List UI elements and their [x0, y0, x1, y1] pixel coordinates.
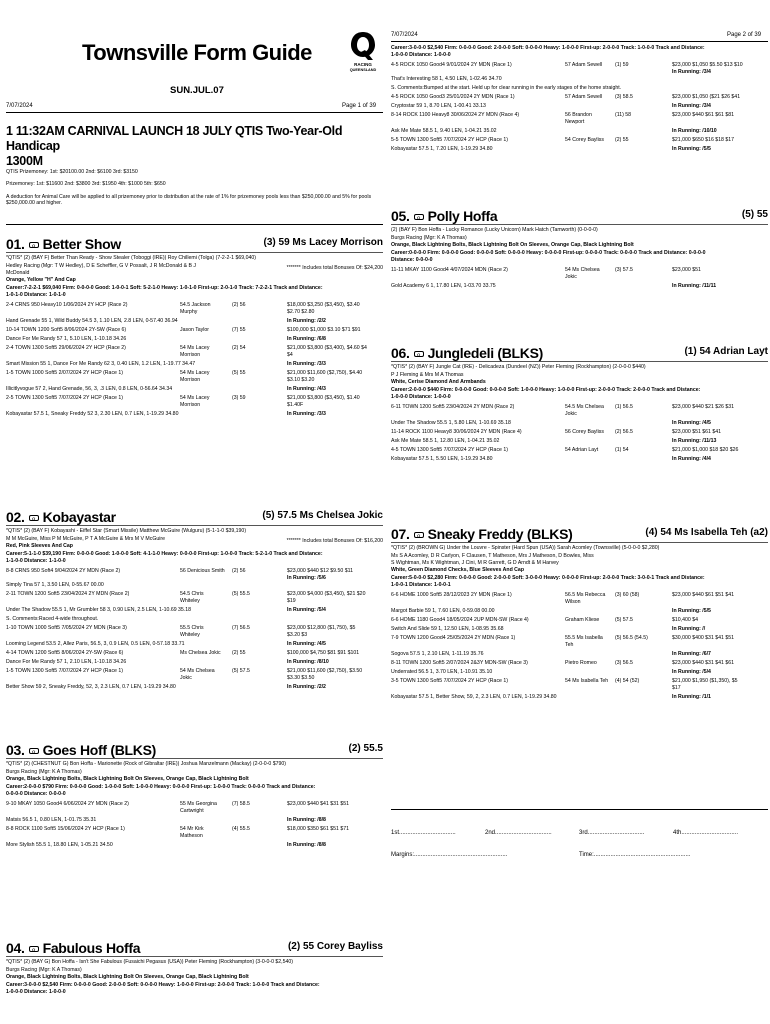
- divider: [6, 112, 383, 113]
- form-jockey: Jokic: [180, 675, 192, 681]
- form-line: Kobayastar 57.5 1, 5.50 LEN, 1-19.29 34.80: [391, 456, 493, 462]
- form-line: 1-5 TOWN 1300 Soft5 7/07/2024 2Y HCP (Race 1): [6, 668, 123, 674]
- runner-title: [6, 940, 140, 956]
- qtis-badge-icon: Q: [29, 242, 39, 248]
- result-time[interactable]: Time:..........................................................: [579, 852, 691, 858]
- divider: [6, 252, 383, 253]
- form-prizemoney: $19: [287, 598, 296, 604]
- form-prizemoney: $23,000 $440 $31 $41 $61: [672, 660, 735, 666]
- form-line: Underrated 56.5 1, 3.70 LEN, 1-10.91 35.10: [391, 669, 493, 675]
- form-barrier-weight: (1) 59: [615, 62, 629, 68]
- runner-number: 02.: [6, 509, 25, 525]
- divider: [391, 41, 768, 42]
- qtis-badge-icon: Q: [414, 351, 424, 357]
- form-prizemoney: $23,000 $440 $61 $51 $41: [672, 592, 735, 598]
- form-jockey: Morrison: [180, 402, 201, 408]
- runner-career: 1-0-0-0 Distance: 1-0-0-0: [391, 52, 451, 58]
- form-barrier-weight: (5) 57.5: [232, 668, 250, 674]
- form-prizemoney: $23,000 $440 $21 $26 $31: [672, 404, 735, 410]
- runner-breeding: *QTIS* (2) (CHESTNUT G) Bon Hoffa - Marionette (Rock of Gibraltar (IRE)) Joshua Manzelmann (Mackay) (2-0-0-0 $790): [6, 761, 287, 767]
- form-line: 6-6 HOME 1180 Good4 18/05/2024 2UP MDN-SW (Race 4): [391, 617, 529, 623]
- runner-career: 1-0-0-0 Distance: 1-0-0-0: [6, 989, 66, 995]
- runner-number: 01.: [6, 236, 25, 252]
- form-line: 11-11 MKAY 1100 Good4 4/07/2024 MDN (Race 2): [391, 267, 508, 273]
- runner-block: [6, 742, 383, 936]
- form-in-running: In Running: /1/1: [672, 694, 711, 700]
- runner-career: Career:2-0-0-0 $790 Firm: 0-0-0-0 Good: 1-0-0-0 Soft: 1-0-0-0 Heavy: 0-0-0-0 First-up: 1-0-0-0 Track: 0-0-0-0 Track and Distance:: [6, 784, 316, 790]
- form-line: Ask Me Mate 58.5 1, 9.40 LEN, 1-04.21 35.02: [391, 128, 497, 134]
- page-1-column: [6, 0, 383, 1024]
- form-line: Under The Shadow 55.5 1, 5.80 LEN, 1-10.69 35.18: [391, 420, 511, 426]
- form-in-running: In Running: /3/3: [287, 411, 326, 417]
- form-barrier-weight: (5) 55: [232, 370, 246, 376]
- runner-name[interactable]: Kobayastar: [42, 509, 116, 525]
- runner-title: [391, 345, 543, 361]
- form-jockey: Whiteley: [180, 632, 200, 638]
- form-in-running: In Running: /8/8: [287, 842, 326, 848]
- form-jockey: 56 Denicious Smith: [180, 568, 225, 574]
- form-line: Looming Legend 53.5 2, Allez Paris, 56.5, 3, 0.9 LEN, 0.5 LEN, 0-57.18 33.71: [6, 641, 185, 647]
- form-prizemoney: $21,000 $11,600 ($2,750), $3.50: [287, 668, 363, 674]
- form-in-running: In Running: /3/4: [672, 69, 711, 75]
- form-line: Hand Grenade 55 1, Wild Buddy 54.5 3, 1.10 LEN, 2.8 LEN, 0-57.40 36.94: [6, 318, 178, 324]
- form-prizemoney: $1.40F: [287, 402, 304, 408]
- runner-trainer: S Wightman, Ms K Wightman, J Cini, M R Garrett, G D Arndt & M Harvey: [391, 560, 559, 566]
- form-in-running: In Running: /5/6: [287, 575, 326, 581]
- form-jockey: Matheson: [180, 833, 203, 839]
- divider: [6, 758, 383, 759]
- prizemoney-qtis: QTIS Prizemoney: 1st: $20100.00 2nd: $6100 3rd: $3150: [6, 169, 138, 175]
- form-barrier-weight: (7) 55: [232, 327, 246, 333]
- form-in-running: In Running: /11/11: [672, 283, 717, 289]
- form-line: 2-5 TOWN 1300 Soft5 7/07/2024 2Y HCP (Race 1): [6, 395, 123, 401]
- form-jockey: 54 Mr Kirk: [180, 826, 204, 832]
- form-prizemoney: $21,000 $1,000 $18 $20 $26: [672, 447, 739, 453]
- runner-trainer: Ms S A Acomley, D R Carlyon, F Clausen, T Matheson, Mrs J Matheson, D Bowles, Miss: [391, 553, 594, 559]
- runner-colours: Orange, Black Lightning Bolts, Black Lightning Bolt On Sleeves, Orange Cap, Black Lightning Bolt: [6, 974, 249, 980]
- form-in-running: In Running: /4/4: [672, 456, 711, 462]
- form-prizemoney: $3.30 $3.50: [287, 675, 315, 681]
- page-date-short: 7/07/2024: [6, 103, 33, 109]
- runner-block-continued: [391, 45, 768, 201]
- divider: [391, 542, 768, 543]
- form-line: 9-10 MKAY 1050 Good4 6/06/2024 2Y MDN (Race 2): [6, 801, 129, 807]
- runner-name[interactable]: Polly Hoffa: [427, 208, 498, 224]
- runner-number: 05.: [391, 208, 410, 224]
- form-line: 4-5 ROCK 1050 Good3 25/01/2024 2Y MDN (Race 1): [391, 94, 515, 100]
- form-prizemoney: $21,000 $3,800 ($3,400), $4.60 $4: [287, 345, 367, 351]
- form-in-running: In Running: /5/4: [672, 669, 711, 675]
- form-prizemoney: $2.70 $2.80: [287, 309, 315, 315]
- form-in-running: In Running: /4/5: [287, 641, 326, 647]
- form-jockey: 54 Ms Lacey: [180, 345, 210, 351]
- form-in-running: In Running: /11/13: [672, 438, 717, 444]
- runner-breeding: *QTIS* (2) (BAY F) Kobayashi - Eiffel Star (Smart Missile) Matthew McGuire (Wulguru) (5-1-1-0 $39,190): [6, 528, 247, 534]
- runner-career: Career:0-0-0-0 Firm: 0-0-0-0 Good: 0-0-0-0 Soft: 0-0-0-0 Heavy: 0-0-0-0 First-up: 0-0-0-0 Track: 0-0-0-0 Track and Distance: 0-0-0-0: [391, 250, 706, 256]
- form-barrier-weight: (1) 54: [615, 447, 629, 453]
- racing-queensland-logo: [348, 30, 378, 72]
- runner-colours: Orange, Black Lightning Bolts, Black Lightning Bolt On Sleeves, Orange Cap, Black Lightning Bolt: [6, 776, 249, 782]
- runner-title: [391, 208, 497, 224]
- form-prizemoney: $23,000 $440 $61 $61 $81: [672, 112, 735, 118]
- form-line: 8-8 ROCK 1100 Soft5 15/06/2024 2Y HCP (Race 1): [6, 826, 125, 832]
- form-prizemoney: $4: [287, 352, 293, 358]
- form-jockey: 56.5 Ms Rebecca: [565, 592, 606, 598]
- divider: [391, 361, 768, 362]
- form-barrier-weight: (5) 57.5: [615, 617, 633, 623]
- form-jockey: 54 Ms Chelsea: [180, 668, 215, 674]
- runner-number: 03.: [6, 742, 25, 758]
- form-jockey: 56 Corey Bayliss: [565, 429, 604, 435]
- form-prizemoney: $23,000 $440 $41 $31 $51: [287, 801, 350, 807]
- form-prizemoney: $17: [672, 685, 681, 691]
- runner-trainer: Burgs Racing (Mgr: K A Thomas): [391, 235, 467, 241]
- form-line: Cryptostar 59 1, 8.70 LEN, 1-00.41 33.13: [391, 103, 486, 109]
- form-line: Kobayastar 57.5 1, 7.20 LEN, 1-19.29 34.80: [391, 146, 493, 152]
- prizemoney: Prizemoney: 1st: $11600 2nd: $3800 3rd: $1950 4th: $1000 5th: $650: [6, 181, 166, 187]
- form-line: Kobayastar 57.5 1, Sneaky Freddy 52 3, 2.30 LEN, 0.7 LEN, 1-19.29 34.80: [6, 411, 179, 417]
- form-in-running: In Running: /4/3: [287, 386, 326, 392]
- form-jockey: Cartwright: [180, 808, 204, 814]
- form-line: Switch And Slide 59 1, 12.50 LEN, 1-08.95 35.68: [391, 626, 504, 632]
- result-second[interactable]: 2nd..................................: [485, 830, 552, 836]
- runner-name[interactable]: Goes Hoff (BLKS): [42, 742, 156, 758]
- form-line: Sogova 57.5 1, 2.10 LEN, 1-11.19 35.76: [391, 651, 484, 657]
- form-line: S. Comments:Bumped at the start. Held up for clear running in the early stages of the home straight.: [391, 85, 622, 91]
- form-prizemoney: $3.10 $3.20: [287, 377, 315, 383]
- form-in-running: In Running: /8/8: [287, 817, 326, 823]
- form-in-running: In Running: /3/3: [287, 361, 326, 367]
- form-prizemoney: $23,000 $1,050 ($21 $26 $41: [672, 94, 741, 100]
- runner-breeding: *QTIS* (2) (BROWN G) Under the Louvre - Spinster (Hard Spun (USA)) Sarah Acomley (Townsville) (5-0-0-0 $2,280): [391, 545, 660, 551]
- form-jockey: 54 Ms Isabella Teh: [565, 678, 609, 684]
- form-line: 11-14 ROCK 1100 Heavy8 30/06/2024 2Y MDN (Race 4): [391, 429, 522, 435]
- form-line: 2-11 TOWN 1200 Soft5 23/04/2024 2Y MDN (Race 2): [6, 591, 130, 597]
- form-line: That's Interesting 58 1, 4.50 LEN, 1-02.46 34.70: [391, 76, 502, 82]
- qtis-badge-icon: Q: [414, 532, 424, 538]
- runner-title: [6, 236, 121, 252]
- form-line: 4-5 ROCK 1050 Good4 9/01/2024 2Y MDN (Race 1): [391, 62, 512, 68]
- form-jockey: 57 Adam Sewell: [565, 62, 603, 68]
- runner-colours: White, Green Diamond Checks, Blue Sleeves And Cap: [391, 567, 524, 573]
- runner-title: [6, 742, 156, 758]
- form-line: Matsis 56.5 1, 0.80 LEN, 1-01.75 35.31: [6, 817, 97, 823]
- runner-jockey: (5) 55: [741, 209, 768, 220]
- form-jockey: Newport: [565, 119, 585, 125]
- result-third[interactable]: 3rd..................................: [579, 830, 645, 836]
- runner-title: [391, 526, 573, 542]
- form-jockey: 56 Brandon: [565, 112, 592, 118]
- form-in-running: In Running: //: [672, 626, 706, 632]
- form-jockey: 54 Adrian Layt: [565, 447, 599, 453]
- form-in-running: In Running: /2/2: [287, 318, 326, 324]
- form-jockey: 54 Ms Lacey: [180, 395, 210, 401]
- form-barrier-weight: (3) 57.5: [615, 267, 633, 273]
- form-line: 4-14 TOWN 1200 Soft5 8/06/2024 2Y-SW (Race 6): [6, 650, 124, 656]
- form-jockey: Jokic: [565, 274, 577, 280]
- form-line: 6-6 HOME 1000 Soft5 28/12/2023 2Y MDN (Race 1): [391, 592, 512, 598]
- form-line: 1-10 TOWN 1000 Soft5 7/05/2024 2Y MDN (Race 3): [6, 625, 127, 631]
- form-jockey: 55.5 Chris: [180, 625, 204, 631]
- form-barrier-weight: (3) 58.5: [615, 94, 633, 100]
- runner-jockey: (5) 57.5 Ms Chelsea Jokic: [262, 510, 383, 521]
- form-prizemoney: $23,000 $440 $12 $9.50 $11: [287, 568, 353, 574]
- runner-number: 06.: [391, 345, 410, 361]
- runner-jockey: (2) 55 Corey Bayliss: [287, 941, 383, 952]
- form-barrier-weight: (3) 59: [232, 395, 246, 401]
- form-line: 3-5 TOWN 1300 Soft5 7/07/2024 2Y HCP (Race 1): [391, 678, 508, 684]
- bonus-note: ******* Includes total Bonuses Of: $24,200: [286, 265, 383, 271]
- runner-career: Distance: 0-0-0-0: [391, 257, 433, 263]
- form-in-running: In Running: /3/4: [672, 103, 711, 109]
- form-in-running: In Running: /5/4: [287, 607, 326, 613]
- form-prizemoney: $23,000 $51 $61 $41: [672, 429, 722, 435]
- form-line: Ask Me Mate 58.5 1, 12.80 LEN, 1-04.21 35.02: [391, 438, 500, 444]
- form-line: 4-5 TOWN 1300 Soft5 7/07/2024 2Y HCP (Race 1): [391, 447, 508, 453]
- runner-jockey: (4) 54 Ms Isabella Teh (a2): [645, 527, 768, 538]
- runner-block: [391, 208, 768, 333]
- form-jockey: Jokic: [565, 411, 577, 417]
- form-barrier-weight: (2) 55: [615, 137, 629, 143]
- form-line: Dance For Me Randy 57 1, 2.10 LEN, 1-10.18 34.26: [6, 659, 127, 665]
- page-number: Page 2 of 39: [727, 32, 762, 38]
- form-jockey: Graham Kliese: [565, 617, 600, 623]
- runner-breeding: (2) (BAY F) Bon Hoffa - Lucky Romance (Lucky Unicorn) Mark Hatch (Tamworth) (0-0-0-0): [391, 227, 598, 233]
- runner-career: Career:2-0-0-0 $440 Firm: 0-0-0-0 Good: 0-0-0-0 Soft: 1-0-0-0 Heavy: 1-0-0-0 First-up: 2-0-0-0 Track: 2-0-0-0 Track and Distance:: [391, 387, 701, 393]
- form-line: 8-8 CRNS 950 Soft4 9/04/2024 2Y MDN (Race 2): [6, 568, 121, 574]
- form-prizemoney: $100,000 $1,000 $3.10 $71 $91: [287, 327, 361, 333]
- runner-number: 04.: [6, 940, 25, 956]
- form-jockey: Whiteley: [180, 598, 200, 604]
- qtis-badge-icon: Q: [29, 946, 39, 952]
- form-line: Smart Mission 55 1, Dance For Me Randy 62 3, 0.40 LEN, 1.2 LEN, 1-19.77 34.47: [6, 361, 196, 367]
- form-line: Gold Academy 6 1, 17.80 LEN, 1-03.70 33.75: [391, 283, 496, 289]
- form-jockey: 54.5 Ms Chelsea: [565, 404, 604, 410]
- form-prizemoney: $3.20 $3: [287, 632, 308, 638]
- form-barrier-weight: (7) 56.5: [232, 625, 250, 631]
- form-in-running: In Running: /5/5: [672, 608, 711, 614]
- form-prizemoney: $21,000 $1,950 ($1,350), $5: [672, 678, 738, 684]
- runner-career: Career:3-0-0-0 $2,540 Firm: 0-0-0-0 Good: 2-0-0-0 Soft: 0-0-0-0 Heavy: 1-0-0-0 First-up: 2-0-0-0 Track: 1-0-0-0 Track and Distance:: [6, 982, 320, 988]
- form-barrier-weight: (4) 55.5: [232, 826, 250, 832]
- runner-colours: Red, Pink Sleeves And Cap: [6, 543, 73, 549]
- form-barrier-weight: (1) 56.5: [615, 404, 633, 410]
- form-line: 2-4 TOWN 1300 Soft5 29/06/2024 2Y HCP (Race 2): [6, 345, 126, 351]
- bonus-note: ******* Includes total Bonuses Of: $16,200: [286, 538, 383, 544]
- runner-trainer: P J Fleming & Mrs M A Thomas: [391, 372, 464, 378]
- form-prizemoney: $23,000 $12,800 ($1,750), $5: [287, 625, 356, 631]
- form-line: 7-9 TOWN 1200 Good4 25/05/2024 2Y MDN (Race 1): [391, 635, 516, 641]
- runner-career: Career:3-0-0-0 $2,540 Firm: 0-0-0-0 Good: 2-0-0-0 Soft: 0-0-0-0 Heavy: 1-0-0-0 First-up: 2-0-0-0 Track: 1-0-0-0 Track and Distance:: [391, 45, 705, 51]
- form-in-running: In Running: /6/8: [287, 336, 326, 342]
- form-line: 6-11 TOWN 1200 Soft5 23/04/2024 2Y MDN (Race 2): [391, 404, 515, 410]
- runner-block: [391, 345, 768, 515]
- form-line: Dance For Me Randy 57 1, 5.10 LEN, 1-10.18 34.26: [6, 336, 127, 342]
- runner-trainer: Hedley Racing (Mgr: T W Hedley), D E Scheffler, G V Possalt, J R McDonald & B J: [6, 263, 196, 269]
- form-barrier-weight: (2) 55: [232, 650, 246, 656]
- form-jockey: Morrison: [180, 352, 201, 358]
- form-prizemoney: $21,000 $11,600 ($2,750), $4.40: [287, 370, 363, 376]
- runner-jockey: (3) 59 Ms Lacey Morrison: [263, 237, 383, 248]
- runner-name[interactable]: Fabulous Hoffa: [42, 940, 141, 956]
- form-line: Better Show 59 2, Sneaky Freddy, 52, 3, 2.3 LEN, 0.7 LEN, 1-19.29 34.80: [6, 684, 176, 690]
- form-in-running: In Running: /10/10: [672, 128, 717, 134]
- divider: [6, 525, 383, 526]
- form-jockey: Ms Chelsea Jokic: [180, 650, 221, 656]
- runner-trainer: Burgs Racing (Mgr: K A Thomas): [6, 967, 82, 973]
- qtis-badge-icon: Q: [29, 515, 39, 521]
- runner-block: [6, 509, 383, 741]
- runner-breeding: *QTIS* (2) (BAY F) Better Than Ready - Show Stealer (Toboggi (IRE)) Roy Chillemi (Tolga) (7-2-2-1 $69,040): [6, 255, 256, 261]
- form-barrier-weight: (3) 60 (58): [615, 592, 640, 598]
- form-jockey: 54 Ms Lacey: [180, 370, 210, 376]
- form-line: Illicitlyvogue 57 2, Hand Grenade, 56, 3, .3 LEN, 0.8 LEN, 0-56.64 34.34: [6, 386, 173, 392]
- result-fourth[interactable]: 4th..................................: [673, 830, 739, 836]
- runner-name[interactable]: Jungledeli (BLKS): [427, 345, 544, 361]
- page-title: Townsville Form Guide: [82, 40, 312, 65]
- form-jockey: 57 Adam Sewell: [565, 94, 603, 100]
- page-number: Page 1 of 39: [342, 103, 377, 109]
- form-line: More Stylish 55.5 1, 18.80 LEN, 1-05.21 34.50: [6, 842, 113, 848]
- form-barrier-weight: (7) 58.5: [232, 801, 250, 807]
- form-jockey: 55.5 Ms Isabella: [565, 635, 603, 641]
- race-title: 1 11:32AM CARNIVAL LAUNCH 18 JULY QTIS Two-Year-Old Handicap 1300M: [6, 124, 343, 168]
- form-jockey: Teh: [565, 642, 574, 648]
- divider: [391, 809, 768, 810]
- form-in-running: In Running: /4/5: [672, 420, 711, 426]
- page-date-short: 7/07/2024: [391, 32, 418, 38]
- form-barrier-weight: (2) 56: [232, 302, 246, 308]
- form-prizemoney: $18,000 $350 $61 $51 $71: [287, 826, 350, 832]
- runner-number: 07.: [391, 526, 410, 542]
- runner-block: [6, 940, 383, 1020]
- runner-breeding: *QTIS* (2) (BAY F) Jungle Cat (IRE) - Delicadeza (Dundeel (NZ)) Peter Fleming (Rockhampton) (2-0-0-0 $440): [391, 364, 646, 370]
- runner-colours: Orange, Yellow "H" And Cap: [6, 277, 76, 283]
- form-jockey: 54 Ms Chelsea: [565, 267, 600, 273]
- deduction-note: A deduction for Animal Care will be applied to all prizemoney prior to distribution at the rate of 1% for prizemoney pools less than $250,000.00 and 5% for pools $250,000.00 and higher.: [6, 194, 372, 207]
- form-line: 2-4 CRNS 950 Heavy10 1/06/2024 2Y HCP (Race 2): [6, 302, 128, 308]
- form-prizemoney: $30,000 $400 $31 $41 $51: [672, 635, 735, 641]
- runner-colours: White, Cerise Diamond And Armbands: [391, 379, 486, 385]
- form-jockey: Morrison: [180, 377, 201, 383]
- form-jockey: 54.5 Jackson: [180, 302, 211, 308]
- form-jockey: Murphy: [180, 309, 198, 315]
- runner-trainer: McDonald: [6, 270, 30, 276]
- result-margins[interactable]: Margins:........................................................: [391, 852, 508, 858]
- form-line: Margot Barbie 59 1, 7.60 LEN, 0-59.08 00.00: [391, 608, 495, 614]
- divider: [6, 224, 383, 225]
- form-jockey: 55 Ms Georgina: [180, 801, 217, 807]
- form-line: Under The Shadow 55.5 1, Mr Grumbler 58 3, 0.90 LEN, 2.5 LEN, 1-10.69 35.18: [6, 607, 192, 613]
- svg-text:RACING: RACING: [354, 62, 372, 67]
- form-barrier-weight: (2) 56.5: [615, 429, 633, 435]
- svg-text:QUEENSLAND: QUEENSLAND: [349, 68, 377, 72]
- form-line: S. Comments:Raced 4-wide throughout.: [6, 616, 99, 622]
- form-prizemoney: $100,000 $4,750 $81 $91 $101: [287, 650, 360, 656]
- form-jockey: Wilson: [565, 599, 581, 605]
- form-line: Kobayastar 57.5 1, Better Show, 59, 2, 2.3 LEN, 0.7 LEN, 1-19.29 34.80: [391, 694, 557, 700]
- runner-career: 1-0-0-1 Distance: 1-0-0-1: [391, 582, 451, 588]
- form-line: 5-5 TOWN 1300 Soft5 7/07/2024 2Y HCP (Race 1): [391, 137, 508, 143]
- runner-trainer: Burgs Racing (Mgr: K A Thomas): [6, 769, 82, 775]
- form-prizemoney: $10,400 $4: [672, 617, 698, 623]
- page-2-column: [391, 0, 768, 1024]
- runner-name[interactable]: Better Show: [42, 236, 121, 252]
- form-line: 10-14 TOWN 1200 Soft5 8/06/2024 2Y-SW (Race 6): [6, 327, 127, 333]
- runner-breeding: *QTIS* (2) (BAY G) Bon Hoffa - Isn't She Fabulous (Fusaichi Pegasus (USA)) Peter Fleming (Rockhampton) (3-0-0-0 $2,540): [6, 959, 293, 965]
- form-barrier-weight: (2) 56: [232, 568, 246, 574]
- runner-career: 0-0-0-0 Distance: 0-0-0-0: [6, 791, 66, 797]
- runner-career: 1-1-0-0 Distance: 1-1-0-0: [6, 558, 66, 564]
- form-prizemoney: $21,000 $650 $16 $18 $17: [672, 137, 735, 143]
- runner-title: [6, 509, 116, 525]
- runner-jockey: (2) 55.5: [348, 743, 383, 754]
- form-prizemoney: $23,000 $4,000 ($3,450), $21 $20: [287, 591, 366, 597]
- form-in-running: In Running: /2/2: [287, 684, 326, 690]
- runner-block: [6, 236, 383, 501]
- form-barrier-weight: (3) 56.5: [615, 660, 633, 666]
- runner-career: 1-0-1-0 Distance: 1-0-1-0: [6, 292, 66, 298]
- form-line: 1-5 TOWN 1000 Soft5 2/07/2024 2Y HCP (Race 1): [6, 370, 123, 376]
- divider: [391, 224, 768, 225]
- form-jockey: 54.5 Chris: [180, 591, 204, 597]
- form-barrier-weight: (4) 54 (52): [615, 678, 640, 684]
- runner-career: 1-0-0-0 Distance: 1-0-0-0: [391, 394, 451, 400]
- form-barrier-weight: (2) 54: [232, 345, 246, 351]
- form-in-running: In Running: /5/5: [672, 146, 711, 152]
- runner-block: [391, 526, 768, 776]
- form-jockey: 54 Corey Bayliss: [565, 137, 604, 143]
- form-barrier-weight: (11) 58: [615, 112, 632, 118]
- form-line: 8-11 TOWN 1200 Soft5 2/07/2024 2&3Y MDN-SW (Race 3): [391, 660, 528, 666]
- form-in-running: In Running: /6/7: [672, 651, 711, 657]
- qtis-badge-icon: Q: [29, 748, 39, 754]
- form-prizemoney: $23,000 $51: [672, 267, 701, 273]
- qtis-badge-icon: Q: [414, 214, 424, 220]
- form-jockey: Jason Taylor: [180, 327, 210, 333]
- runner-career: Career:7-2-2-1 $69,040 Firm: 0-0-0-0 Good: 1-0-0-1 Soft: 5-2-1-0 Heavy: 1-0-1-0 First-up: 2-0-1-0 Track: 7-2-2-1 Track and Distance:: [6, 285, 323, 291]
- form-prizemoney: $23,000 $1,050 $5.50 $13 $10: [672, 62, 743, 68]
- runner-career: Career:5-1-1-0 $39,190 Firm: 0-0-0-0 Good: 1-0-0-0 Soft: 4-1-1-0 Heavy: 0-0-0-0 First-up: 1-0-0-0 Track: 5-2-1-0 Track and Distance:: [6, 551, 323, 557]
- runner-name[interactable]: Sneaky Freddy (BLKS): [427, 526, 573, 542]
- result-first[interactable]: 1st..................................: [391, 830, 456, 836]
- form-prizemoney: $21,000 $3,800 ($3,450), $1.40: [287, 395, 360, 401]
- runner-colours: Orange, Black Lightning Bolts, Black Lightning Bolt On Sleeves, Orange Cap, Black Lightning Bolt: [391, 242, 634, 248]
- form-line: 8-14 ROCK 1100 Heavy8 30/06/2024 2Y MDN (Race 4): [391, 112, 520, 118]
- form-prizemoney: $18,000 $3,250 ($3,450), $3.40: [287, 302, 360, 308]
- divider: [6, 956, 383, 957]
- form-barrier-weight: (5) 56.5 (54.5): [615, 635, 648, 641]
- runner-career: Career:5-0-0-0 $2,280 Firm: 0-0-0-0 Good: 2-0-0-0 Soft: 3-0-0-0 Heavy: 0-0-0-0 First-up: 2-0-0-0 Track: 3-0-0-1 Track and Distance:: [391, 575, 705, 581]
- page-date-long: SUN.JUL.07: [170, 85, 224, 96]
- form-barrier-weight: (5) 55.5: [232, 591, 250, 597]
- form-jockey: Pietro Romeo: [565, 660, 597, 666]
- runner-jockey: (1) 54 Adrian Layt: [684, 346, 768, 357]
- form-line: Simply Tina 57 1, 3.50 LEN, 0-55.67 00.00: [6, 582, 104, 588]
- runner-trainer: M M McGuire, Miss P M McGuire, P T A McGuire & Mrs M V McGuire: [6, 536, 166, 542]
- form-in-running: In Running: /8/10: [287, 659, 329, 665]
